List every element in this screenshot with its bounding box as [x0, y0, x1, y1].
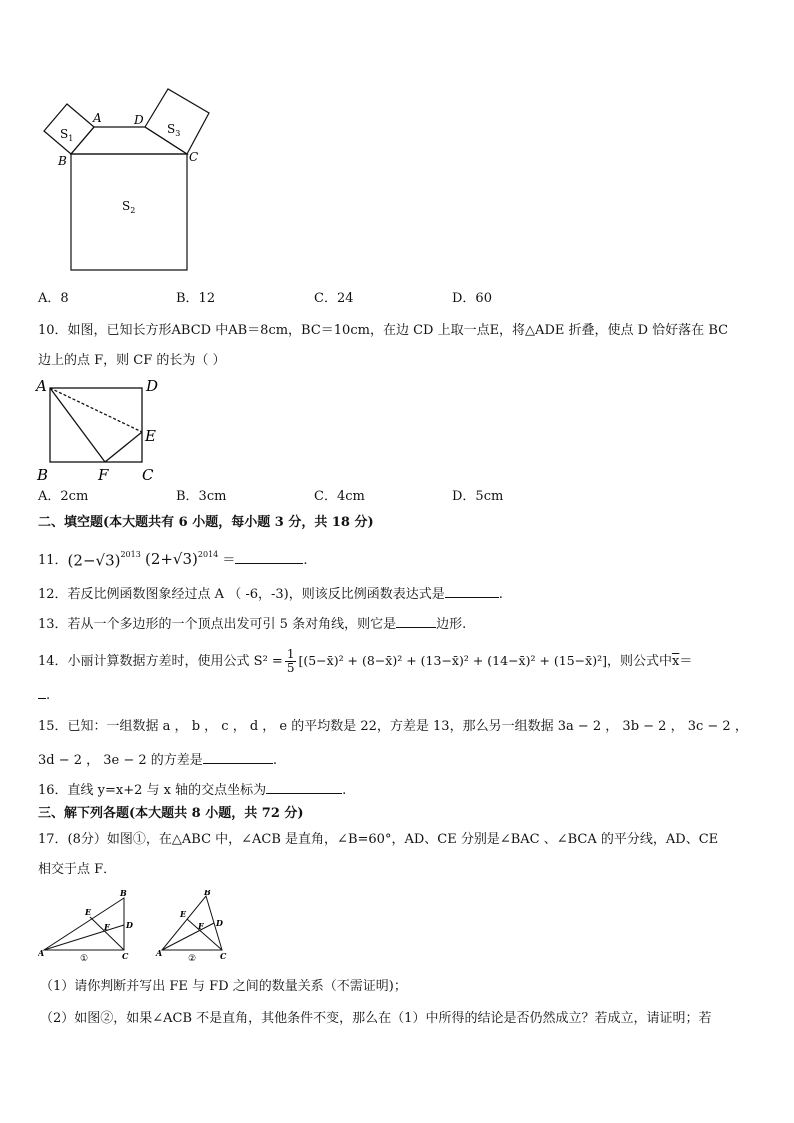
fig9-label-s3: $S_3$ — [167, 122, 181, 138]
fig10-label-d: D — [146, 377, 159, 395]
q10-text-line2: 边上的点 F，则 CF 的长为（ ） — [38, 353, 226, 368]
q14-answer-blank[interactable] — [38, 684, 46, 699]
segment-fe — [105, 432, 142, 462]
square-s3 — [145, 89, 209, 154]
fig17b-label-e: E — [180, 909, 187, 919]
fig10-label-a: A — [36, 377, 47, 395]
q14-xbar: $\overline{x}$ — [671, 654, 680, 669]
q14-frac-num: 1 — [286, 647, 295, 661]
q16 — [38, 779, 346, 800]
q17-sub2: （2）如图②，如果∠ACB 不是直角，其他条件不变，那么在（1）中所得的结论是否仍然成立？若成立，请证明；若 — [40, 1011, 712, 1026]
q13 — [38, 613, 466, 634]
section-2-title: 二、填空题(本大题共有 6 小题，每小题 3 分，共 18 分) — [38, 515, 374, 530]
q14-equals: ＝ — [679, 654, 693, 669]
fig10-label-f: F — [98, 466, 109, 484]
q15-end: . — [272, 753, 277, 768]
q14-end: . — [46, 688, 51, 703]
q11-exp1: 2013 — [120, 550, 141, 559]
q13-text: 13．若从一个多边形的一个顶点出发可引 5 条对角线，则它是 — [38, 617, 397, 632]
fig17a-caption: ① — [80, 954, 89, 962]
q17-figure-2 — [154, 890, 234, 962]
fig17b-label-b: B — [204, 890, 211, 897]
q14-post: ，则公式中 — [606, 654, 672, 669]
fig9-label-b: B — [58, 154, 67, 168]
q9-option-b: B．12 — [176, 291, 216, 306]
fig17b-label-c: C — [220, 951, 227, 961]
q14-frac-den: 5 — [286, 661, 295, 675]
q9-option-c: C．24 — [314, 291, 354, 306]
fig17a-label-a: A — [38, 948, 45, 958]
fig17a-label-f: F — [104, 922, 110, 932]
q10-option-c: C．4cm — [314, 489, 365, 504]
q9-option-a: A．8 — [38, 291, 69, 306]
q14 — [38, 648, 692, 675]
fig17b-label-d: D — [216, 918, 223, 928]
fig9-label-d: D — [134, 113, 144, 127]
q15-answer-blank[interactable] — [203, 749, 273, 764]
q14-pre: 14．小丽计算数据方差时，使用公式 S² = — [38, 654, 283, 669]
fig17a-label-c: C — [122, 951, 129, 961]
q14-answer-line — [38, 684, 50, 705]
segment-ae-dashed — [50, 388, 142, 432]
q12-text: 12．若反比例函数图象经过点 A （ -6，-3)，则该反比例函数表达式是 — [38, 587, 445, 602]
fig10-label-e: E — [145, 427, 156, 445]
q12-end: . — [498, 587, 503, 602]
q16-answer-blank[interactable] — [266, 779, 342, 794]
fig17b-label-f: F — [198, 921, 204, 931]
q12-answer-blank[interactable] — [445, 583, 499, 598]
q10-option-b: B．3cm — [176, 489, 227, 504]
fig9-label-s2: $S_2$ — [122, 199, 136, 215]
q13-end: 边形. — [436, 617, 467, 632]
q10-option-a: A．2cm — [38, 489, 89, 504]
q11-number: 11． — [38, 553, 68, 568]
fig17b-caption: ② — [188, 954, 197, 962]
q17-line2: 相交于点 F． — [38, 862, 117, 877]
fig9-label-a: A — [93, 111, 102, 125]
q10-figure — [34, 374, 164, 484]
q16-text: 16．直线 y=x+2 与 x 轴的交点坐标为 — [38, 783, 267, 798]
q11-term2: (2+√3) — [144, 550, 198, 568]
q11-equals: ＝ — [222, 553, 236, 568]
fig9-label-c: C — [189, 150, 199, 164]
q14-fraction — [285, 648, 297, 675]
fig10-label-b: B — [37, 466, 49, 484]
q17-line1: 17．(8分）如图①，在△ABC 中，∠ACB 是直角，∠B=60°，AD、CE 分别是∠BAC 、∠BCA 的平分线，AD、CE — [38, 832, 719, 847]
q11-end: . — [303, 553, 308, 568]
q9-option-d: D．60 — [452, 291, 492, 306]
q11 — [38, 546, 308, 570]
q15-line1: 15．已知：一组数据 a ， b ， c ， d ， e 的平均数是 22，方差是 13，那么另一组数据 3a − 2 ， 3b − 2 ， 3c − 2 ， — [38, 719, 748, 734]
square-s1 — [44, 104, 94, 154]
q15-line2-text: 3d − 2 ， 3e − 2 的方差是 — [38, 753, 203, 768]
q15-line2 — [38, 749, 277, 770]
q17-sub1: （1）请你判断并写出 FE 与 FD 之间的数量关系（不需证明)； — [40, 979, 407, 994]
section-3-title: 三、解下列各题(本大题共 8 小题，共 72 分) — [38, 806, 304, 821]
fig17a-label-b: B — [120, 890, 127, 898]
q14-formula-body: [(5−x̄)² + (8−x̄)² + (13−x̄)² + (14−x̄)² + (15−x̄)²] — [298, 653, 607, 668]
fig10-label-c: C — [142, 466, 154, 484]
q11-term1: (2−√3) — [67, 551, 121, 570]
q11-answer-blank[interactable] — [235, 549, 303, 564]
q10-text-line1: 10．如图，已知长方形ABCD 中AB＝8cm，BC＝10cm，在边 CD 上取一点E，将△ADE 折叠，使点 D 恰好落在 BC — [38, 323, 729, 338]
q16-end: . — [342, 783, 347, 798]
fig17a-label-d: D — [126, 920, 133, 930]
q13-answer-blank[interactable] — [396, 613, 436, 628]
segment-af — [50, 388, 105, 462]
q12 — [38, 583, 503, 604]
fig9-label-s1: $S_1$ — [60, 127, 74, 143]
fig17a-label-e: E — [85, 907, 92, 917]
q17-figure-1 — [38, 890, 136, 962]
fig17b-label-a: A — [156, 948, 163, 958]
q11-exp2: 2014 — [197, 550, 219, 559]
q9-figure — [38, 84, 218, 276]
q10-option-d: D．5cm — [452, 489, 504, 504]
